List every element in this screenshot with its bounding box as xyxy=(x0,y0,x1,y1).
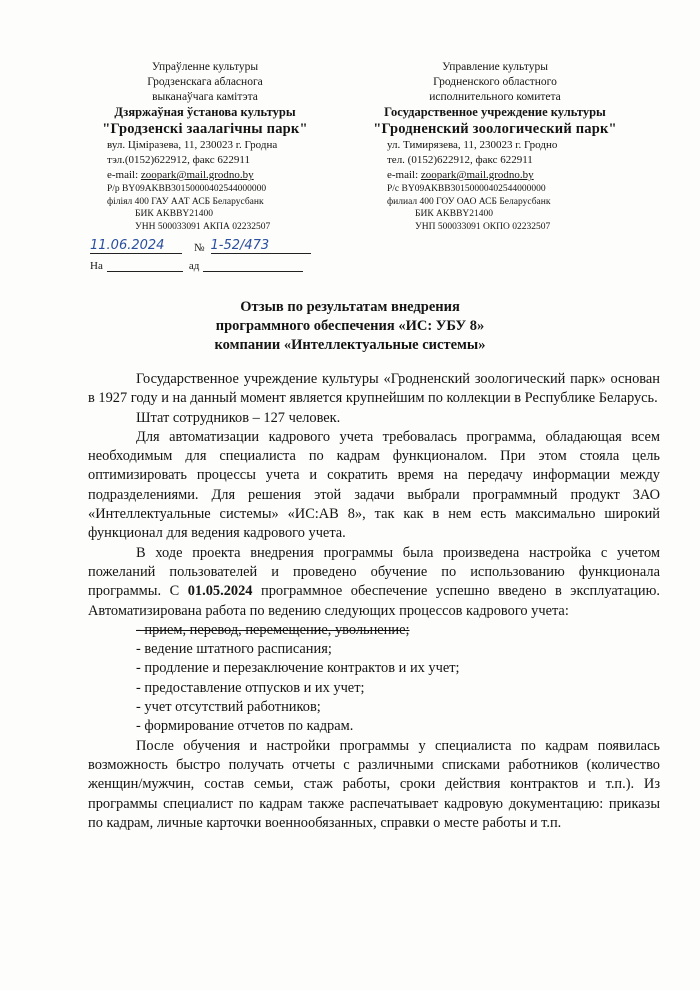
left-address: вул. Цімiразева, 11, 230023 г. Гродна xyxy=(107,139,278,151)
right-unp: УНП 500033091 ОКПО 02232507 xyxy=(415,221,551,232)
left-institution-type: Дзяржаўная ўстанова культуры xyxy=(114,105,296,119)
title-line-3: компании «Интеллектуальные системы» xyxy=(214,337,486,353)
document-body xyxy=(88,370,660,833)
right-org-line-3: исполнительного комитета xyxy=(429,91,561,103)
paragraph-4-end: программное обеспечение успешно введено в эксплуатацию. Автоматизирована работа по ведению следующих процессов кадрового учета: xyxy=(88,583,660,619)
registration-block xyxy=(90,236,330,272)
registration-number-label: № xyxy=(194,242,205,254)
right-address: ул. Тимирязева, 11, 230023 г. Гродно xyxy=(387,139,558,151)
paragraph-4 xyxy=(88,544,660,621)
list-item: - предоставление отпусков и их учет; xyxy=(136,679,365,696)
registration-ad-blank xyxy=(203,259,303,272)
left-org-line-1: Упраўленне культуры xyxy=(151,61,259,73)
left-bic: БИК AKBBY21400 xyxy=(135,209,214,219)
paragraph-1: Государственное учреждение культуры «Гродненский зоологический парк» основан в 1927 году и на данный момент является крупнейшим по коллекции в Республике Беларусь. xyxy=(88,371,660,407)
paragraph-2: Штат сотрудников – 127 человек. xyxy=(136,409,341,426)
list-item-text: - прием, перевод, перемещение, увольнение; xyxy=(136,621,410,638)
list-item: - продление и перезаключение контрактов и их учет; xyxy=(136,660,460,677)
right-org-line-1: Управление культуры xyxy=(442,61,548,73)
right-email-link[interactable]: zoopark@mail.grodno.by xyxy=(420,169,534,181)
registration-ref-row xyxy=(90,254,330,272)
paragraph-4-start: В ходе проекта внедрения программы была произведена настройка с учетом пожеланий пользователей и проведено обучение по использованию функционала программы. С xyxy=(88,544,660,600)
registration-na-blank xyxy=(107,259,183,272)
left-bank: філіял 400 ГАУ ААТ АСБ Беларусбанк xyxy=(107,196,264,207)
list-item: - учет отсутствий работников; xyxy=(136,699,321,716)
right-account: Р/с BY09AKBB30150000402544000000 xyxy=(387,184,546,194)
title-line-1: Отзыв по результатам внедрения xyxy=(240,299,460,315)
document-title xyxy=(0,298,700,355)
right-org-line-2: Гродненского областного xyxy=(433,76,557,88)
right-bank: филиал 400 ГОУ ОАО АСБ Беларусбанк xyxy=(387,196,551,207)
right-bic: БИК AKBBY21400 xyxy=(415,209,494,219)
header-left xyxy=(75,60,335,233)
left-account: Р/р BY09AKBB30150000402544000000 xyxy=(107,184,267,194)
left-phone: тэл.(0152)622912, факс 622911 xyxy=(107,154,250,166)
paragraph-3: Для автоматизации кадрового учета требовалась программа, обладающая всем необходимым для специалиста по кадрам функционалом. При этом стояла цель оптимизировать процессы учета и сократить время на передачу информации между подразделениями. Для решения этой задачи выбрали программный продукт ЗАО «Интеллектуальные системы» «ИС:АВ 8», так как в нем есть максимально широкий функционал для ведения кадрового учета. xyxy=(88,428,660,542)
right-email-row xyxy=(355,168,635,183)
right-phone: тел. (0152)622912, факс 622911 xyxy=(387,154,533,166)
right-email-label: e-mail: xyxy=(387,169,421,181)
launch-date: 01.05.2024 xyxy=(187,583,253,600)
registration-number: 1-52/473 xyxy=(211,238,311,254)
registration-ad-label: ад xyxy=(188,260,200,272)
right-institution-name: "Гродненский зоологический парк" xyxy=(373,121,617,137)
registration-date: 11.06.2024 xyxy=(90,238,182,254)
list-item: - формирование отчетов по кадрам. xyxy=(136,718,354,735)
left-email-row xyxy=(75,168,335,183)
header-right xyxy=(355,60,635,233)
paragraph-5: После обучения и настройки программы у специалиста по кадрам появилась возможность быстро получать отчеты с различными списками работников (количество женщин/мужчин, состав семьи, стаж работы, сроки действия контрактов и т.п.). Из программы специалист по кадрам также распечатывает кадровую документацию: приказы по кадрам, личные карточки военнообязанных, справки о месте работы и т.п. xyxy=(88,737,660,831)
left-org-line-3: выканаўчага камітэта xyxy=(152,91,258,103)
left-unn: УНН 500033091 АКПА 02232507 xyxy=(135,221,271,232)
left-email-label: e-mail: xyxy=(107,169,141,181)
list-item xyxy=(88,621,660,640)
title-line-2: программного обеспечения «ИС: УБУ 8» xyxy=(215,318,485,334)
registration-date-row xyxy=(90,236,330,254)
list-item: - ведение штатного расписания; xyxy=(136,641,332,658)
left-org-line-2: Гродзенскага абласнога xyxy=(147,76,263,88)
left-institution-name: "Гродзенскі заалагічны парк" xyxy=(102,121,308,137)
registration-na-label: На xyxy=(90,260,103,272)
right-institution-type: Государственное учреждение культуры xyxy=(384,105,606,119)
left-email-link[interactable]: zoopark@mail.grodno.by xyxy=(140,169,254,181)
